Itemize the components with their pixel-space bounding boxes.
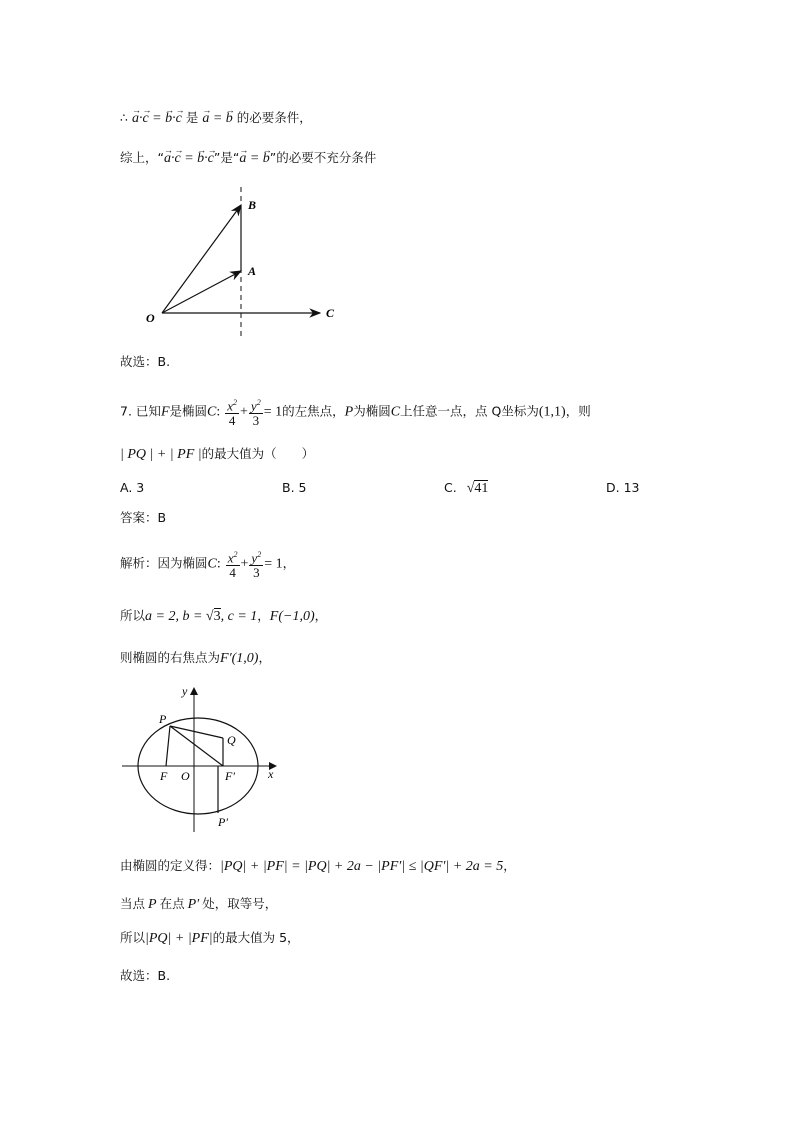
eq-rhs: = 1 [263,404,283,420]
proof-line-2 [120,894,277,915]
question-number: 7. [120,403,132,419]
sqrt-41: √41 [466,481,489,496]
colon: : [216,404,221,420]
summary-tail: ”的必要不充分条件 [269,150,377,165]
q-coordinate: (1,1) [538,404,566,420]
proof-p: P [148,897,157,912]
label-b: B [248,198,257,212]
vector-equal-2: → a = → b [239,151,269,166]
vector-equation: → a·→ c = → b·→ c [132,111,182,126]
analysis-den-4: 4 [229,565,236,581]
analysis-line3-tail: ， [258,650,271,665]
option-c [444,478,488,499]
analysis-c: , c = 1 [220,609,258,624]
frac-num-x: x [227,398,234,414]
statement-line-2 [120,148,376,169]
proof-inequality: |PQ| + |PF| = |PQ| + 2a − |PF′| ≤ |QF′| + 2a = 5 [220,859,504,874]
question-7-line-2 [120,444,314,465]
q7-f: F [160,404,170,420]
proof-at: 在点 [159,896,185,911]
axis-label-x: x [268,767,274,781]
question-7-line-1 [120,396,591,428]
analysis-num-y: y [251,550,258,566]
label-a: A [248,264,257,278]
analysis-eq-rhs: = 1 [264,556,283,572]
summary-prefix: 综上，“ [120,150,164,165]
point-label-f2: F′ [225,769,235,783]
segment-pf [166,726,170,766]
proof-p-prime: P′ [187,897,200,912]
q7-abs-expression: | PQ | + | PF | [120,447,202,462]
proof-max-value: 的最大值为 5， [212,930,300,945]
vector-equal: → a = → b [202,111,232,126]
plus: + [240,404,248,420]
analysis-right-focus: F′(1,0) [220,651,259,666]
axis-label-y: y [182,684,188,698]
analysis-sqrt3-value: 3 [213,609,221,624]
analysis-num-x: x [227,550,234,566]
analysis-line-2 [120,606,327,627]
fraction-x2-4: $\frac{x^2}{4}$ [227,398,238,429]
analysis-line1-tail: ， [282,555,296,571]
q7-text-d: 为椭圆 [353,403,391,419]
vector-equation-2: → a·→ c = → b·→ c [164,151,214,166]
q7-ellipse-name: C [207,404,217,420]
point-label-p: P [159,712,167,726]
analysis-prefix: 解析：因为椭圆 [120,555,208,571]
label-c: C [326,306,335,320]
option-c-label: C. [444,480,457,495]
analysis-line2-tail: ， [314,608,328,623]
sqrt-41-value: 41 [474,481,489,496]
option-a: A. 3 [120,480,145,495]
frac-den-3: 3 [252,413,260,429]
shi-text: 是 [185,110,199,125]
proof-so: 所以 [120,930,146,945]
point-label-p2: P′ [218,815,228,829]
q7-text-e: 上任意一点，点 Q坐标为 [400,403,539,419]
analysis-line-3 [120,648,271,669]
analysis-sqrt3: √3 [205,609,221,624]
analysis-colon: : [216,556,221,572]
q7-text-f: ，则 [565,403,591,419]
q7-text-b: 是椭圆 [169,403,208,419]
analysis-fraction-x: $\frac{x^2}{4}$ [227,550,238,581]
ellipse-diagram [118,680,288,840]
q7-p: P [344,404,354,420]
option-d: D. 13 [606,480,640,495]
point-label-f: F [160,769,168,783]
conclusion-text: 的必要条件， [236,110,312,125]
analysis-ellipse-name: C [207,556,217,572]
proof-abs-sum: |PQ| + |PF| [145,931,213,946]
proof-when: 当点 [120,896,146,911]
analysis-left-focus: F(−1,0) [269,609,315,624]
frac-den-4: 4 [228,413,236,429]
analysis-right-focus-text: 则椭圆的右焦点为 [120,650,221,665]
statement-line-1 [120,108,312,129]
final-answer: 故选：B. [120,968,171,983]
analysis-fraction-y: $\frac{y^2}{3}$ [251,550,262,581]
proof-equality: 处，取等号， [202,896,278,911]
analysis-line-1 [120,548,295,580]
point-label-o: O [181,769,190,783]
vector-diagram [140,185,350,345]
q7-text-c: 的左焦点， [282,403,345,419]
proof-line1-tail: ， [503,858,516,873]
answer-line: 答案：B [120,510,167,525]
q7-text-a: 已知 [135,403,161,419]
frac-num-y: y [250,398,257,414]
point-label-q: Q [227,733,236,747]
analysis-a-b: a = 2, b = [145,609,206,624]
analysis-plus: + [240,556,249,572]
proof-prefix: 由椭圆的定义得： [120,858,221,873]
answer-prev: 故选：B. [120,354,171,369]
q7-ellipse-name-2: C [390,404,401,420]
therefore-symbol: ∴ [120,110,128,125]
vector-oa [162,271,241,313]
analysis-sep: ， [257,608,270,623]
proof-line-3 [120,928,300,949]
vector-ob [162,205,241,313]
summary-mid: ”是“ [213,150,240,165]
analysis-so: 所以 [120,608,146,623]
q7-line2-tail: 的最大值为（ ） [201,446,315,461]
option-b: B. 5 [282,480,307,495]
label-o: O [146,311,155,325]
analysis-den-3: 3 [253,565,260,581]
fraction-y2-3: $\frac{y^2}{3}$ [250,398,261,429]
proof-line-1 [120,856,516,877]
